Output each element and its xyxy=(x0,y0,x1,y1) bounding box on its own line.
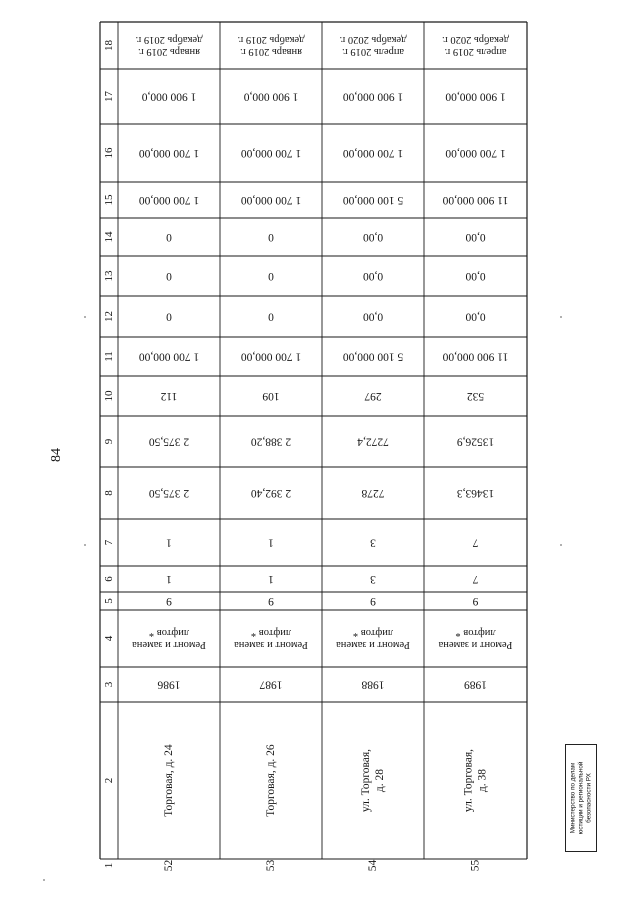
ministry-stamp xyxy=(565,744,597,852)
cell-c16-line: 1 700 000,00 xyxy=(342,147,404,159)
cell-c6 xyxy=(166,573,172,585)
column-number-line: 17 xyxy=(103,91,115,102)
cell-c12-line: 0 xyxy=(166,310,172,323)
cell-c9 xyxy=(357,436,389,448)
cell-c11 xyxy=(343,351,404,363)
cell-c2-line: д. 28 xyxy=(373,768,386,793)
cell-c4-line: лифтов * xyxy=(352,626,394,638)
cell-c13 xyxy=(166,270,172,282)
cell-c10-line: 297 xyxy=(364,390,382,402)
cell-c17-line: 1 900 000,0 xyxy=(141,90,197,103)
cell-c10 xyxy=(467,390,485,402)
cell-c7 xyxy=(268,537,274,549)
cell-c14 xyxy=(465,231,485,243)
cell-c17 xyxy=(445,91,506,103)
cell-c13-line: 0,00 xyxy=(362,270,384,282)
column-number-line: 14 xyxy=(103,231,115,243)
cell-c18 xyxy=(442,34,509,57)
cell-c4 xyxy=(438,627,512,650)
cell-c8 xyxy=(457,487,495,499)
column-number-line: 5 xyxy=(103,598,115,604)
cell-c1 xyxy=(470,860,482,872)
cell-c1-line: 53 xyxy=(265,859,277,872)
cell-c2-line: Торговая, д. 24 xyxy=(163,744,175,817)
cell-c3-line: 1986 xyxy=(157,678,181,691)
column-number xyxy=(103,863,115,869)
cell-c1 xyxy=(163,860,175,872)
cell-c12 xyxy=(268,311,274,323)
cell-c16 xyxy=(445,147,506,159)
scan-speck xyxy=(43,879,45,881)
scan-speck xyxy=(560,316,562,318)
cell-c13-line: 0 xyxy=(268,270,274,282)
cell-c11-line: 1 700 000,00 xyxy=(240,350,302,363)
cell-c18-line: декабрь 2019 г. xyxy=(237,33,305,45)
cell-c2 xyxy=(463,749,489,812)
cell-c13 xyxy=(268,270,274,282)
cell-c2 xyxy=(360,749,386,812)
cell-c6 xyxy=(268,573,274,585)
column-number-line: 11 xyxy=(103,351,115,362)
cell-c1 xyxy=(367,860,379,872)
cell-c2-line: Торговая, д. 26 xyxy=(265,744,277,817)
cell-c10-line: 532 xyxy=(466,390,485,402)
cell-c9 xyxy=(251,436,292,448)
column-number-line: 3 xyxy=(103,681,115,688)
cell-c4-line: Ремонт и замена xyxy=(234,639,308,651)
column-number xyxy=(103,194,115,206)
cell-c3 xyxy=(464,679,487,691)
cell-c8-line: 2 375,50 xyxy=(148,487,190,499)
column-number xyxy=(103,91,115,103)
stamp-line: юстиции и региональной xyxy=(577,761,584,835)
cell-c3 xyxy=(259,679,282,691)
column-number-line: 4 xyxy=(103,635,115,642)
cell-c12 xyxy=(166,311,172,323)
column-number xyxy=(103,351,115,362)
cell-c10-line: 109 xyxy=(262,390,280,402)
cell-c5 xyxy=(370,595,376,607)
stamp-line: Министерство по делам xyxy=(569,762,576,834)
cell-c8 xyxy=(251,487,292,499)
cell-c16-line: 1 700 000,00 xyxy=(240,147,302,159)
cell-c11-line: 1 700 000,00 xyxy=(138,350,200,363)
cell-c9-line: 13526,9 xyxy=(456,435,495,448)
cell-c12-line: 0,00 xyxy=(465,310,486,323)
cell-c13 xyxy=(465,270,485,282)
cell-c18-line: апрель 2019 г. xyxy=(341,46,405,58)
cell-c2 xyxy=(265,744,277,817)
cell-c13-line: 0,00 xyxy=(465,270,486,282)
cell-c5 xyxy=(472,595,478,607)
cell-c4-line: лифтов * xyxy=(250,626,292,638)
cell-c1-line: 55 xyxy=(469,859,482,872)
cell-c15-line: 5 100 000,00 xyxy=(342,194,404,206)
cell-c14 xyxy=(363,231,383,243)
cell-c15 xyxy=(343,194,404,206)
column-number-line: 16 xyxy=(103,147,115,159)
column-number xyxy=(103,598,115,604)
cell-c6 xyxy=(370,573,376,585)
cell-c14-line: 0,00 xyxy=(465,231,486,243)
cell-c16-line: 1 700 000,00 xyxy=(445,147,506,159)
column-number xyxy=(103,390,115,402)
cell-c7-line: 1 xyxy=(166,536,172,549)
cell-c4-line: лифтов * xyxy=(148,626,190,638)
cell-c9-line: 2 388,20 xyxy=(250,435,292,448)
cell-c18-line: декабрь 2020 г. xyxy=(442,33,509,45)
cell-c7 xyxy=(370,537,376,549)
cell-c2 xyxy=(163,744,175,817)
cell-c18-line: апрель 2019 г. xyxy=(444,46,507,58)
cell-c12 xyxy=(465,311,485,323)
column-number-line: 18 xyxy=(103,40,115,51)
column-number xyxy=(103,576,115,582)
cell-c9-line: 2 375,50 xyxy=(148,435,190,448)
cell-c16-line: 1 700 000,00 xyxy=(138,147,200,159)
scan-speck xyxy=(84,316,86,318)
cell-c3 xyxy=(361,679,384,691)
cell-c11-line: 5 100 000,00 xyxy=(342,350,404,363)
cell-c10 xyxy=(262,390,280,402)
cell-c14 xyxy=(268,231,274,243)
cell-c5-line: 9 xyxy=(166,595,172,607)
cell-c17 xyxy=(141,91,196,103)
column-number-line: 1 xyxy=(103,862,115,869)
column-number xyxy=(103,147,115,159)
cell-c11 xyxy=(241,351,302,363)
column-number-line: 7 xyxy=(103,539,115,546)
cell-c6-line: 1 xyxy=(166,573,172,585)
cell-c18 xyxy=(238,34,305,57)
cell-c4-line: лифтов * xyxy=(455,626,496,638)
cell-c17-line: 1 900 000,0 xyxy=(243,90,299,103)
cell-c13 xyxy=(363,270,383,282)
column-number-line: 6 xyxy=(103,576,115,582)
cell-c2-line: д. 38 xyxy=(476,768,489,793)
cell-c18-line: декабрь 2020 г. xyxy=(339,33,407,45)
cell-c16 xyxy=(343,147,404,159)
cell-c5-line: 9 xyxy=(268,595,274,607)
cell-c5-line: 9 xyxy=(472,595,479,607)
cell-c12-line: 0 xyxy=(268,310,274,323)
column-number xyxy=(103,490,115,496)
cell-c5-line: 9 xyxy=(370,595,376,607)
cell-c12 xyxy=(363,311,383,323)
cell-c3-line: 1988 xyxy=(361,678,385,691)
cell-c12-line: 0,00 xyxy=(362,310,384,323)
cell-c1-line: 52 xyxy=(163,859,175,872)
cell-c15-line: 11 900 000,00 xyxy=(442,194,509,206)
cell-c4-line: Ремонт и замена xyxy=(132,639,206,651)
column-number xyxy=(103,778,115,784)
cell-c7-line: 7 xyxy=(472,536,479,549)
cell-c8 xyxy=(361,487,384,499)
cell-c11 xyxy=(442,351,508,363)
cell-c10 xyxy=(160,390,177,402)
cell-c9 xyxy=(149,436,190,448)
scan-speck xyxy=(560,544,562,546)
cell-c4 xyxy=(234,627,308,650)
column-number-line: 13 xyxy=(103,270,115,282)
cell-c5 xyxy=(166,595,172,607)
cell-c14-line: 0 xyxy=(166,231,172,243)
cell-c6-line: 7 xyxy=(472,573,479,585)
cell-c7-line: 1 xyxy=(268,536,274,549)
column-number xyxy=(103,681,115,687)
cell-c17 xyxy=(343,91,404,103)
cell-c18 xyxy=(136,34,203,57)
cell-c9 xyxy=(457,436,495,448)
cell-c17-line: 1 900 000,00 xyxy=(342,90,404,103)
column-number xyxy=(103,231,115,243)
cell-c16 xyxy=(241,147,302,159)
column-number xyxy=(103,40,115,52)
stamp-line: безопасности РХ xyxy=(585,773,592,823)
cell-c15-line: 1 700 000,00 xyxy=(240,194,302,206)
cell-c3 xyxy=(157,679,180,691)
scan-speck xyxy=(84,544,86,546)
cell-c9-line: 7272,4 xyxy=(357,435,389,448)
cell-c4 xyxy=(336,627,410,650)
cell-c8-line: 7278 xyxy=(361,487,385,499)
column-number-line: 15 xyxy=(103,194,115,206)
cell-c7 xyxy=(166,537,172,549)
cell-c1-line: 54 xyxy=(367,859,379,872)
column-number xyxy=(103,311,115,322)
cell-c7-line: 3 xyxy=(370,536,376,549)
cell-c17 xyxy=(243,91,298,103)
column-number xyxy=(103,438,115,444)
cell-c14 xyxy=(166,231,172,243)
cell-c2-line: ул. Торговая, xyxy=(360,748,373,813)
cell-c5 xyxy=(268,595,274,607)
cell-c18 xyxy=(340,34,407,57)
cell-c13-line: 0 xyxy=(166,270,172,282)
page-number: 84 xyxy=(49,448,64,462)
cell-c14-line: 0 xyxy=(268,231,274,243)
cell-c3-line: 1987 xyxy=(259,678,283,691)
column-number-line: 2 xyxy=(103,777,115,784)
cell-c2-line: ул. Торговая, xyxy=(462,748,475,813)
cell-c15 xyxy=(442,194,508,206)
cell-c6 xyxy=(472,573,478,585)
cell-c17-line: 1 900 000,00 xyxy=(445,90,506,103)
cell-c4-line: Ремонт и замена xyxy=(438,639,513,651)
cell-c4-line: Ремонт и замена xyxy=(336,639,410,651)
cell-c4 xyxy=(132,627,206,650)
cell-c14-line: 0,00 xyxy=(362,231,384,243)
column-number-line: 10 xyxy=(103,390,115,402)
cell-c6-line: 1 xyxy=(268,573,274,585)
column-number xyxy=(103,539,115,545)
cell-c6-line: 3 xyxy=(370,573,376,585)
cell-c18-line: декабрь 2019 г. xyxy=(135,33,203,45)
cell-c8-line: 2 392,40 xyxy=(250,487,292,499)
cell-c3-line: 1989 xyxy=(464,678,487,691)
cell-c11 xyxy=(139,351,200,363)
cell-c18-line: январь 2019 г. xyxy=(138,46,200,58)
column-number xyxy=(103,270,115,282)
column-number-line: 8 xyxy=(103,490,115,496)
column-number-line: 12 xyxy=(103,311,115,322)
cell-c7 xyxy=(472,537,478,549)
cell-c10 xyxy=(364,390,382,402)
column-number xyxy=(103,635,115,641)
cell-c8 xyxy=(149,487,190,499)
column-number-line: 9 xyxy=(103,438,115,445)
cell-c15 xyxy=(241,194,302,206)
cell-c16 xyxy=(139,147,200,159)
cell-c8-line: 13463,3 xyxy=(456,487,495,499)
cell-c11-line: 11 900 000,00 xyxy=(442,350,509,363)
cell-c15-line: 1 700 000,00 xyxy=(138,194,200,206)
cell-c18-line: январь 2019 г. xyxy=(240,46,302,58)
cell-c15 xyxy=(139,194,200,206)
cell-c1 xyxy=(265,860,277,872)
cell-c10-line: 112 xyxy=(160,390,178,402)
